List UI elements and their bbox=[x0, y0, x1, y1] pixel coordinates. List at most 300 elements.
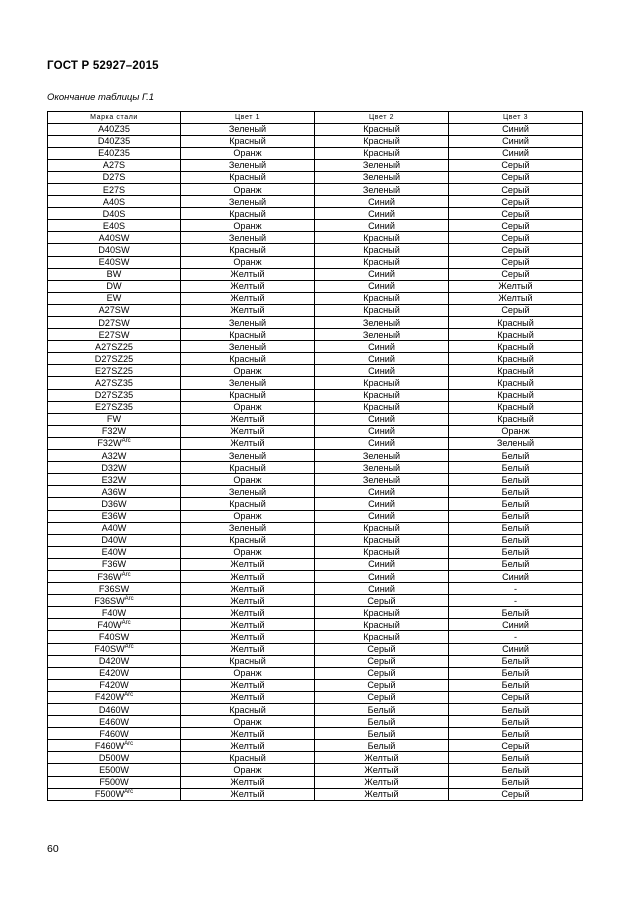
table-row bbox=[48, 595, 583, 607]
steel-grade-text: F36W bbox=[101, 559, 127, 570]
column-header-color-1: Цвет 1 bbox=[181, 112, 315, 124]
cell-color-2: Красный bbox=[315, 256, 449, 268]
cell-color-2: Синий bbox=[315, 437, 449, 449]
cell-color-1: Зеленый bbox=[181, 377, 315, 389]
cell-color-2: Синий bbox=[315, 425, 449, 437]
cell-color-1: Желтый bbox=[181, 679, 315, 691]
steel-grade-text: D500W bbox=[98, 752, 130, 763]
cell-steel-grade bbox=[48, 292, 181, 304]
cell-steel-grade bbox=[48, 232, 181, 244]
cell-steel-grade bbox=[48, 365, 181, 377]
cell-color-3: Белый bbox=[449, 534, 583, 546]
steel-grade-text: F36SW bbox=[94, 595, 125, 606]
cell-color-1: Желтый bbox=[181, 280, 315, 292]
cell-color-1: Желтый bbox=[181, 740, 315, 752]
table-row bbox=[48, 413, 583, 425]
table-row bbox=[48, 522, 583, 534]
cell-steel-grade bbox=[48, 558, 181, 570]
cell-color-1: Зеленый bbox=[181, 232, 315, 244]
cell-color-2: Синий bbox=[315, 486, 449, 498]
cell-steel-grade bbox=[48, 147, 181, 159]
cell-color-2: Белый bbox=[315, 728, 449, 740]
steel-grade-text: A27S bbox=[102, 160, 126, 171]
cell-color-1: Красный bbox=[181, 389, 315, 401]
cell-color-1: Желтый bbox=[181, 413, 315, 425]
cell-color-1: Красный bbox=[181, 752, 315, 764]
cell-color-2: Синий bbox=[315, 341, 449, 353]
cell-color-3: Серый bbox=[449, 268, 583, 280]
cell-color-1: Зеленый bbox=[181, 317, 315, 329]
table-row bbox=[48, 462, 583, 474]
steel-grade-text: E40S bbox=[102, 220, 126, 231]
cell-color-3: Красный bbox=[449, 401, 583, 413]
steel-grade-text: F460W bbox=[94, 740, 125, 751]
steel-grade-text: A40SW bbox=[98, 232, 130, 243]
cell-color-3: Белый bbox=[449, 716, 583, 728]
cell-color-1: Оранж bbox=[181, 365, 315, 377]
cell-color-2: Синий bbox=[315, 208, 449, 220]
cell-color-1: Зеленый bbox=[181, 341, 315, 353]
cell-steel-grade bbox=[48, 631, 181, 643]
cell-color-3: Зеленый bbox=[449, 437, 583, 449]
steel-grade-superscript: Arc bbox=[121, 571, 131, 578]
table-row bbox=[48, 631, 583, 643]
steel-grade-superscript: Arc bbox=[121, 619, 131, 626]
cell-color-2: Синий bbox=[315, 280, 449, 292]
cell-color-3: Белый bbox=[449, 486, 583, 498]
steel-grade-superscript: Arc bbox=[124, 789, 134, 796]
cell-steel-grade bbox=[48, 486, 181, 498]
cell-steel-grade bbox=[48, 534, 181, 546]
steel-grade-text: F40W bbox=[101, 607, 127, 618]
cell-color-3: Белый bbox=[449, 764, 583, 776]
steel-grade-text: E40SW bbox=[98, 257, 130, 268]
cell-color-3: Серый bbox=[449, 159, 583, 171]
cell-color-1: Красный bbox=[181, 208, 315, 220]
cell-color-3: Серый bbox=[449, 256, 583, 268]
table-row bbox=[48, 159, 583, 171]
cell-steel-grade bbox=[48, 304, 181, 316]
cell-color-1: Красный bbox=[181, 655, 315, 667]
cell-color-2: Желтый bbox=[315, 764, 449, 776]
cell-color-1: Желтый bbox=[181, 788, 315, 800]
cell-color-1: Желтый bbox=[181, 304, 315, 316]
cell-color-3: Белый bbox=[449, 450, 583, 462]
steel-grade-text: D32W bbox=[101, 462, 127, 473]
column-header-color-3: Цвет 3 bbox=[449, 112, 583, 124]
cell-steel-grade bbox=[48, 425, 181, 437]
cell-color-2: Синий bbox=[315, 498, 449, 510]
cell-steel-grade bbox=[48, 522, 181, 534]
cell-color-2: Синий bbox=[315, 570, 449, 582]
table-row bbox=[48, 292, 583, 304]
cell-color-1: Желтый bbox=[181, 425, 315, 437]
cell-steel-grade bbox=[48, 123, 181, 135]
table-row bbox=[48, 752, 583, 764]
table-row bbox=[48, 728, 583, 740]
steel-grade-text: A27SW bbox=[98, 305, 130, 316]
cell-color-3: Серый bbox=[449, 788, 583, 800]
table-row bbox=[48, 220, 583, 232]
cell-steel-grade bbox=[48, 135, 181, 147]
cell-color-2: Красный bbox=[315, 401, 449, 413]
cell-color-1: Оранж bbox=[181, 510, 315, 522]
steel-grade-text: E40Z35 bbox=[98, 148, 130, 159]
cell-color-1: Желтый bbox=[181, 776, 315, 788]
table-row bbox=[48, 716, 583, 728]
table-header-row bbox=[48, 112, 583, 124]
cell-color-2: Синий bbox=[315, 196, 449, 208]
cell-color-2: Красный bbox=[315, 135, 449, 147]
cell-color-3: Белый bbox=[449, 510, 583, 522]
cell-color-1: Оранж bbox=[181, 147, 315, 159]
cell-steel-grade bbox=[48, 377, 181, 389]
cell-steel-grade bbox=[48, 244, 181, 256]
cell-steel-grade bbox=[48, 413, 181, 425]
cell-color-3: Синий bbox=[449, 643, 583, 655]
cell-color-3: Белый bbox=[449, 704, 583, 716]
cell-steel-grade bbox=[48, 643, 181, 655]
cell-color-3: Белый bbox=[449, 558, 583, 570]
table-row bbox=[48, 740, 583, 752]
cell-color-2: Зеленый bbox=[315, 474, 449, 486]
cell-color-3: Красный bbox=[449, 341, 583, 353]
cell-color-2: Синий bbox=[315, 220, 449, 232]
column-header-color-2: Цвет 2 bbox=[315, 112, 449, 124]
page-number: 60 bbox=[47, 843, 59, 855]
cell-color-2: Красный bbox=[315, 123, 449, 135]
cell-color-3: Белый bbox=[449, 498, 583, 510]
column-header-grade: Марка стали bbox=[48, 112, 181, 124]
cell-steel-grade bbox=[48, 570, 181, 582]
cell-steel-grade bbox=[48, 498, 181, 510]
table-row bbox=[48, 135, 583, 147]
cell-color-2: Зеленый bbox=[315, 462, 449, 474]
steel-grade-superscript: Arc bbox=[124, 692, 134, 699]
steel-grade-text: D40S bbox=[102, 208, 126, 219]
cell-steel-grade bbox=[48, 691, 181, 703]
cell-steel-grade bbox=[48, 607, 181, 619]
cell-color-3: Синий bbox=[449, 123, 583, 135]
table-row bbox=[48, 341, 583, 353]
table-row bbox=[48, 365, 583, 377]
cell-color-1: Желтый bbox=[181, 631, 315, 643]
cell-color-2: Зеленый bbox=[315, 317, 449, 329]
cell-color-1: Красный bbox=[181, 353, 315, 365]
cell-color-1: Оранж bbox=[181, 401, 315, 413]
cell-steel-grade bbox=[48, 208, 181, 220]
steel-grade-text: A36W bbox=[101, 486, 127, 497]
cell-color-1: Зеленый bbox=[181, 522, 315, 534]
cell-color-3: Серый bbox=[449, 740, 583, 752]
cell-color-1: Оранж bbox=[181, 183, 315, 195]
cell-color-1: Красный bbox=[181, 171, 315, 183]
cell-color-1: Красный bbox=[181, 135, 315, 147]
cell-color-3: - bbox=[449, 631, 583, 643]
steel-grade-text: F40SW bbox=[94, 644, 125, 655]
cell-color-3: Белый bbox=[449, 776, 583, 788]
cell-color-1: Оранж bbox=[181, 220, 315, 232]
cell-color-1: Красный bbox=[181, 704, 315, 716]
steel-grade-text: A40Z35 bbox=[98, 124, 130, 135]
table-row bbox=[48, 389, 583, 401]
cell-color-1: Зеленый bbox=[181, 486, 315, 498]
cell-color-1: Оранж bbox=[181, 546, 315, 558]
steel-grade-text: D27SZ25 bbox=[94, 353, 134, 364]
cell-color-3: Серый bbox=[449, 171, 583, 183]
cell-color-1: Зеленый bbox=[181, 159, 315, 171]
table-row bbox=[48, 256, 583, 268]
cell-steel-grade bbox=[48, 764, 181, 776]
cell-steel-grade bbox=[48, 450, 181, 462]
cell-color-2: Серый bbox=[315, 667, 449, 679]
cell-color-3: Красный bbox=[449, 413, 583, 425]
table-row bbox=[48, 619, 583, 631]
cell-color-1: Желтый bbox=[181, 570, 315, 582]
cell-color-3: Синий bbox=[449, 147, 583, 159]
table-row bbox=[48, 377, 583, 389]
steel-grade-text: E40W bbox=[101, 547, 127, 558]
steel-grade-text: D36W bbox=[101, 498, 127, 509]
cell-color-3: Серый bbox=[449, 196, 583, 208]
cell-color-2: Зеленый bbox=[315, 183, 449, 195]
steel-grade-text: D460W bbox=[98, 704, 130, 715]
cell-steel-grade bbox=[48, 329, 181, 341]
steel-grade-text: A40S bbox=[102, 196, 126, 207]
cell-color-2: Зеленый bbox=[315, 329, 449, 341]
cell-steel-grade bbox=[48, 546, 181, 558]
table-row bbox=[48, 570, 583, 582]
cell-steel-grade bbox=[48, 655, 181, 667]
steel-grade-text: D27S bbox=[102, 172, 126, 183]
cell-color-1: Желтый bbox=[181, 595, 315, 607]
table-row bbox=[48, 788, 583, 800]
table-row bbox=[48, 244, 583, 256]
steel-grade-text: D27SW bbox=[98, 317, 130, 328]
cell-color-3: Белый bbox=[449, 474, 583, 486]
cell-color-1: Желтый bbox=[181, 558, 315, 570]
table-row bbox=[48, 268, 583, 280]
cell-steel-grade bbox=[48, 401, 181, 413]
cell-color-2: Серый bbox=[315, 679, 449, 691]
steel-grade-text: E460W bbox=[99, 716, 129, 727]
cell-steel-grade bbox=[48, 159, 181, 171]
cell-color-3: Красный bbox=[449, 353, 583, 365]
table-row bbox=[48, 667, 583, 679]
cell-color-2: Красный bbox=[315, 244, 449, 256]
cell-color-3: Белый bbox=[449, 462, 583, 474]
cell-color-2: Красный bbox=[315, 522, 449, 534]
table-row bbox=[48, 607, 583, 619]
cell-steel-grade bbox=[48, 679, 181, 691]
cell-color-1: Зеленый bbox=[181, 123, 315, 135]
cell-steel-grade bbox=[48, 389, 181, 401]
cell-color-2: Белый bbox=[315, 716, 449, 728]
steel-grade-text: A27SZ35 bbox=[95, 378, 133, 389]
table-row bbox=[48, 498, 583, 510]
cell-color-3: Синий bbox=[449, 619, 583, 631]
cell-color-2: Серый bbox=[315, 691, 449, 703]
steel-grade-text: F40W bbox=[97, 619, 122, 630]
table-row bbox=[48, 401, 583, 413]
cell-color-3: Красный bbox=[449, 329, 583, 341]
table-row bbox=[48, 691, 583, 703]
steel-grade-text: F36W bbox=[97, 571, 122, 582]
table-row bbox=[48, 534, 583, 546]
cell-steel-grade bbox=[48, 667, 181, 679]
cell-color-3: Синий bbox=[449, 570, 583, 582]
cell-color-3: Белый bbox=[449, 546, 583, 558]
table-row bbox=[48, 486, 583, 498]
cell-color-2: Красный bbox=[315, 619, 449, 631]
steel-grade-text: E36W bbox=[101, 511, 127, 522]
steel-grade-text: EW bbox=[106, 293, 122, 304]
cell-steel-grade bbox=[48, 268, 181, 280]
cell-color-1: Оранж bbox=[181, 474, 315, 486]
steel-grade-text: A27SZ25 bbox=[95, 341, 133, 352]
steel-grade-superscript: Arc bbox=[124, 740, 134, 747]
cell-steel-grade bbox=[48, 183, 181, 195]
cell-color-3: Красный bbox=[449, 317, 583, 329]
cell-color-2: Желтый bbox=[315, 776, 449, 788]
cell-color-1: Красный bbox=[181, 329, 315, 341]
cell-color-2: Красный bbox=[315, 377, 449, 389]
steel-grade-text: D27SZ35 bbox=[94, 390, 134, 401]
cell-color-2: Красный bbox=[315, 147, 449, 159]
steel-grade-text: F40SW bbox=[98, 631, 130, 642]
cell-steel-grade bbox=[48, 619, 181, 631]
cell-steel-grade bbox=[48, 583, 181, 595]
table-row bbox=[48, 704, 583, 716]
table-row bbox=[48, 317, 583, 329]
steel-grade-text: E27S bbox=[102, 184, 126, 195]
cell-color-3: Белый bbox=[449, 728, 583, 740]
cell-steel-grade bbox=[48, 752, 181, 764]
cell-color-3: Серый bbox=[449, 208, 583, 220]
table-body bbox=[48, 123, 583, 800]
table-row bbox=[48, 764, 583, 776]
steel-grade-text: F460W bbox=[99, 728, 129, 739]
steel-grade-text: F32W bbox=[101, 426, 127, 437]
steel-grade-text: E32W bbox=[101, 474, 127, 485]
steel-grade-text: E27SZ35 bbox=[95, 402, 133, 413]
cell-steel-grade bbox=[48, 256, 181, 268]
document-title: ГОСТ Р 52927–2015 bbox=[47, 60, 159, 72]
cell-color-2: Синий bbox=[315, 510, 449, 522]
steel-grade-text: D420W bbox=[98, 656, 130, 667]
cell-color-1: Желтый bbox=[181, 583, 315, 595]
steel-grade-text: E27SW bbox=[98, 329, 130, 340]
cell-steel-grade bbox=[48, 353, 181, 365]
cell-steel-grade bbox=[48, 510, 181, 522]
cell-color-2: Желтый bbox=[315, 788, 449, 800]
cell-color-1: Оранж bbox=[181, 256, 315, 268]
cell-color-3: Серый bbox=[449, 232, 583, 244]
cell-color-2: Синий bbox=[315, 353, 449, 365]
steel-grade-superscript: Arc bbox=[124, 595, 134, 602]
cell-steel-grade bbox=[48, 474, 181, 486]
cell-color-2: Желтый bbox=[315, 752, 449, 764]
cell-steel-grade bbox=[48, 728, 181, 740]
cell-steel-grade bbox=[48, 776, 181, 788]
cell-steel-grade bbox=[48, 171, 181, 183]
table-row bbox=[48, 583, 583, 595]
cell-steel-grade bbox=[48, 740, 181, 752]
cell-steel-grade bbox=[48, 220, 181, 232]
table-row bbox=[48, 329, 583, 341]
cell-color-3: Желтый bbox=[449, 280, 583, 292]
cell-steel-grade bbox=[48, 317, 181, 329]
cell-color-1: Красный bbox=[181, 498, 315, 510]
cell-color-2: Синий bbox=[315, 413, 449, 425]
cell-color-2: Красный bbox=[315, 546, 449, 558]
cell-steel-grade bbox=[48, 788, 181, 800]
table-row bbox=[48, 183, 583, 195]
table-row bbox=[48, 546, 583, 558]
cell-color-3: Белый bbox=[449, 655, 583, 667]
table-row bbox=[48, 123, 583, 135]
table-caption: Окончание таблицы Г.1 bbox=[47, 92, 155, 103]
cell-color-2: Зеленый bbox=[315, 159, 449, 171]
cell-color-2: Зеленый bbox=[315, 171, 449, 183]
steel-grade-text: F32W bbox=[97, 438, 122, 449]
cell-color-3: Серый bbox=[449, 183, 583, 195]
steel-color-table bbox=[47, 111, 583, 801]
steel-grade-text: BW bbox=[106, 269, 122, 280]
cell-steel-grade bbox=[48, 341, 181, 353]
cell-steel-grade bbox=[48, 280, 181, 292]
table-row bbox=[48, 353, 583, 365]
table-row bbox=[48, 437, 583, 449]
steel-grade-text: F420W bbox=[94, 692, 125, 703]
cell-color-1: Желтый bbox=[181, 437, 315, 449]
steel-grade-text: F500W bbox=[94, 789, 125, 800]
cell-color-2: Красный bbox=[315, 304, 449, 316]
steel-grade-text: DW bbox=[106, 281, 122, 292]
cell-color-1: Желтый bbox=[181, 643, 315, 655]
table-row bbox=[48, 679, 583, 691]
cell-color-1: Зеленый bbox=[181, 196, 315, 208]
cell-color-3: - bbox=[449, 595, 583, 607]
cell-color-3: Синий bbox=[449, 135, 583, 147]
table-row bbox=[48, 510, 583, 522]
cell-color-3: Белый bbox=[449, 607, 583, 619]
cell-steel-grade bbox=[48, 196, 181, 208]
cell-color-2: Красный bbox=[315, 631, 449, 643]
cell-color-3: Серый bbox=[449, 220, 583, 232]
table-row bbox=[48, 171, 583, 183]
steel-grade-text: F420W bbox=[99, 680, 129, 691]
table-row bbox=[48, 280, 583, 292]
cell-color-2: Серый bbox=[315, 655, 449, 667]
cell-color-3: Белый bbox=[449, 667, 583, 679]
table-row bbox=[48, 643, 583, 655]
steel-grade-text: F36SW bbox=[98, 583, 130, 594]
table-row bbox=[48, 474, 583, 486]
table-row bbox=[48, 232, 583, 244]
cell-color-3: Красный bbox=[449, 389, 583, 401]
cell-color-3: Желтый bbox=[449, 292, 583, 304]
cell-color-1: Желтый bbox=[181, 292, 315, 304]
cell-color-1: Красный bbox=[181, 462, 315, 474]
cell-color-2: Красный bbox=[315, 292, 449, 304]
cell-color-3: Белый bbox=[449, 522, 583, 534]
table-row bbox=[48, 450, 583, 462]
cell-color-2: Красный bbox=[315, 389, 449, 401]
cell-color-1: Оранж bbox=[181, 764, 315, 776]
steel-grade-text: E500W bbox=[99, 765, 129, 776]
cell-steel-grade bbox=[48, 704, 181, 716]
